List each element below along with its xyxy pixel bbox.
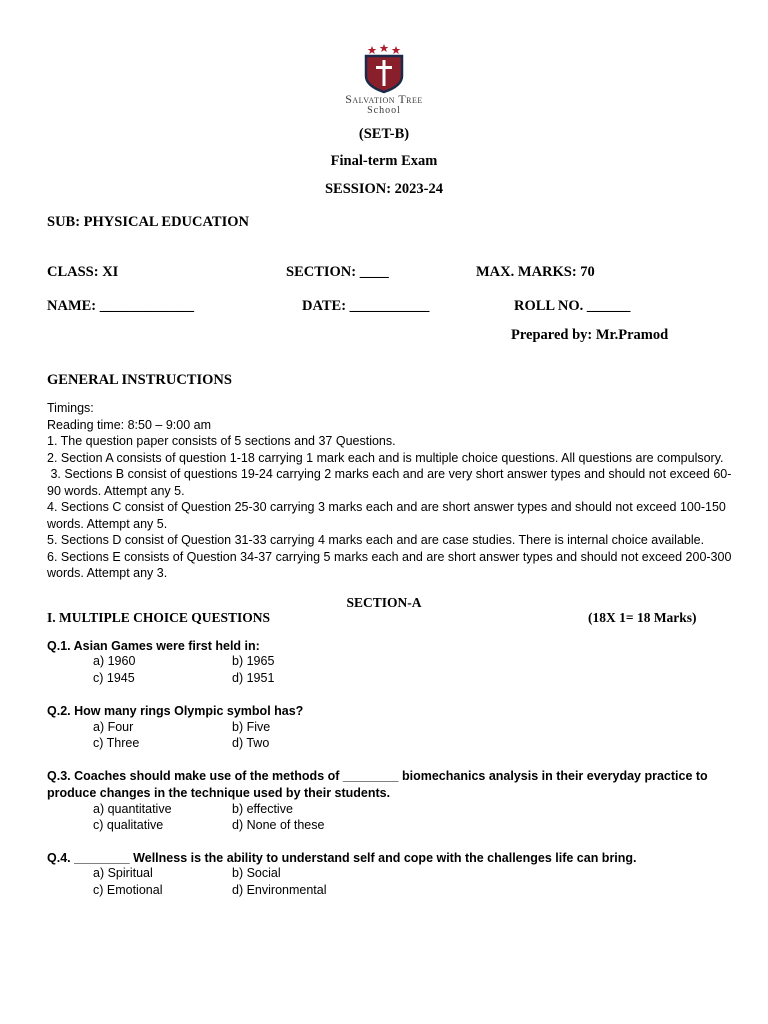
- option-a: a) Four: [93, 720, 134, 734]
- session-label: SESSION: 2023-24: [324, 181, 444, 197]
- question-1: Q.1. Asian Games were first held in:: [47, 639, 260, 653]
- date-field: DATE: ___________: [302, 298, 430, 314]
- section-a-subtitle: I. MULTIPLE CHOICE QUESTIONS: [47, 610, 271, 625]
- option-c: c) Three: [93, 736, 140, 750]
- option-b: b) Social: [232, 866, 281, 880]
- option-d: d) None of these: [232, 818, 325, 832]
- star-icon: [368, 44, 401, 54]
- question-3: Q.3. Coaches should make use of the methods of ________ biomechanics analysis in their everyday practice to produce changes in the technique used by their students.: [47, 769, 708, 800]
- option-a: a) 1960: [93, 654, 136, 668]
- option-c: c) qualitative: [93, 818, 164, 832]
- max-marks-label: MAX. MARKS: 70: [476, 264, 595, 280]
- option-d: d) Two: [232, 736, 270, 750]
- school-subtitle: School: [367, 105, 401, 116]
- section-a-marks: (18X 1= 18 Marks): [588, 610, 697, 625]
- exam-title: Final-term Exam: [330, 153, 438, 169]
- option-c: c) Emotional: [93, 883, 163, 897]
- class-label: CLASS: XI: [47, 264, 119, 280]
- instruction-line: Timings:: [47, 401, 94, 415]
- option-c: c) 1945: [93, 671, 135, 685]
- name-field: NAME: _____________: [47, 298, 195, 314]
- instruction-line: Reading time: 8:50 – 9:00 am: [47, 417, 211, 432]
- prepared-by: Prepared by: Mr.Pramod: [511, 327, 669, 343]
- option-a: a) Spiritual: [93, 866, 153, 880]
- instructions-list: [47, 400, 737, 582]
- instruction-line: 1. The question paper consists of 5 sections and 37 Questions.: [47, 434, 396, 448]
- option-d: d) Environmental: [232, 883, 327, 897]
- instruction-line: 3. Sections B consist of questions 19-24 carrying 2 marks each and are very short answer types and should not exceed 60-90 words. Attempt any 5.: [47, 467, 732, 498]
- option-d: d) 1951: [232, 671, 275, 685]
- roll-field: ROLL NO. ______: [514, 298, 631, 314]
- cross-icon: [383, 60, 386, 86]
- set-label: (SET-B): [358, 126, 410, 142]
- option-a: a) quantitative: [93, 802, 172, 816]
- instruction-line: 2. Section A consists of question 1-18 carrying 1 mark each and is multiple choice questions. All questions are compulsory.: [47, 450, 724, 465]
- question-4: Q.4. ________ Wellness is the ability to understand self and cope with the challenges life can bring.: [47, 851, 637, 865]
- instructions-heading: GENERAL INSTRUCTIONS: [47, 372, 232, 388]
- section-field: SECTION: ____: [286, 264, 389, 280]
- option-b: b) 1965: [232, 654, 275, 668]
- option-b: b) effective: [232, 802, 293, 816]
- instruction-line: 4. Sections C consist of Question 25-30 carrying 3 marks each and are short answer types and should not exceed 100-150 words. Attempt any 5.: [47, 500, 726, 531]
- question-2: Q.2. How many rings Olympic symbol has?: [47, 704, 304, 718]
- instruction-line: 6. Sections E consists of Question 34-37 carrying 5 marks each and are short answer types and should not exceed 200-300 words. Attempt any 3.: [47, 549, 732, 580]
- option-b: b) Five: [232, 720, 271, 734]
- section-a-title: SECTION-A: [346, 595, 422, 610]
- cross-bar: [376, 66, 392, 69]
- instruction-line: 5. Sections D consist of Question 31-33 carrying 4 marks each and are case studies. There is internal choice available.: [47, 533, 705, 547]
- subject-label: SUB: PHYSICAL EDUCATION: [47, 214, 249, 230]
- school-name: Salvation Tree: [345, 92, 423, 106]
